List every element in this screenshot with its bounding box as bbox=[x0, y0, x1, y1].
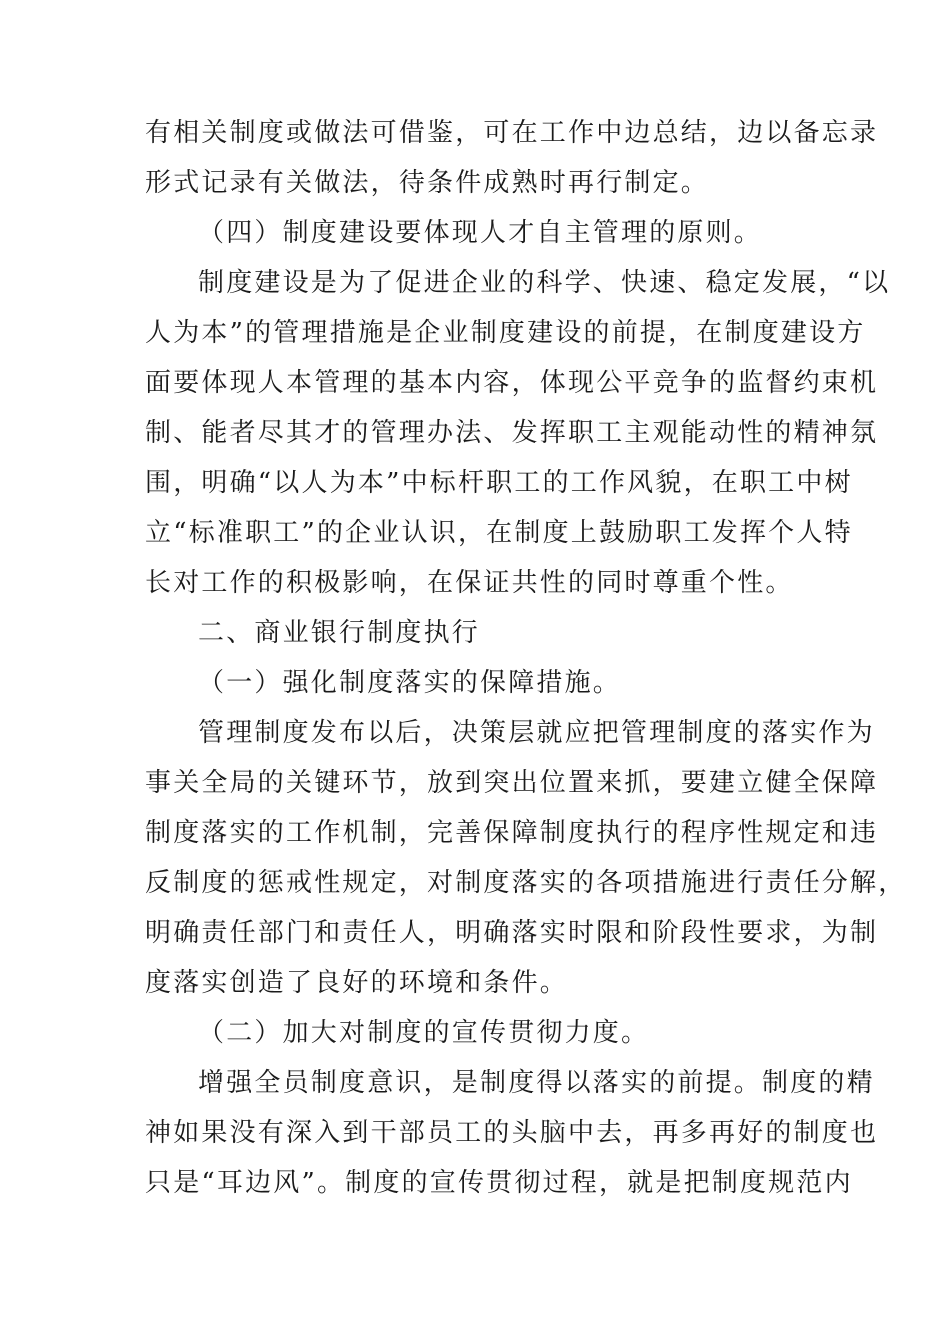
document-line: 面要体现人本管理的基本内容，体现公平竞争的监督约束机 bbox=[145, 368, 879, 398]
document-line: 围，明确“以人为本”中标杆职工的工作风貌，在职工中树 bbox=[145, 468, 853, 498]
document-line: 反制度的惩戒性规定，对制度落实的各项措施进行责任分解， bbox=[145, 868, 907, 898]
document-line: 度落实创造了良好的环境和条件。 bbox=[145, 968, 569, 998]
document-line: 长对工作的积极影响，在保证共性的同时尊重个性。 bbox=[145, 568, 794, 598]
document-line: 明确责任部门和责任人，明确落实时限和阶段性要求，为制 bbox=[145, 918, 879, 948]
document-line: 有相关制度或做法可借鉴，可在工作中边总结，边以备忘录 bbox=[145, 118, 879, 148]
document-line: 制度落实的工作机制，完善保障制度执行的程序性规定和违 bbox=[145, 818, 879, 848]
document-line: 管理制度发布以后，决策层就应把管理制度的落实作为 bbox=[198, 718, 875, 748]
document-line: 只是“耳边风”。制度的宣传贯彻过程，就是把制度规范内 bbox=[145, 1168, 853, 1198]
document-line: 神如果没有深入到干部员工的头脑中去，再多再好的制度也 bbox=[145, 1118, 879, 1148]
document-line: （二）加大对制度的宣传贯彻力度。 bbox=[198, 1018, 650, 1048]
document-line: 形式记录有关做法，待条件成熟时再行制定。 bbox=[145, 168, 710, 198]
document-line: 制、能者尽其才的管理办法、发挥职工主观能动性的精神氛 bbox=[145, 418, 879, 448]
document-line: 事关全局的关键环节，放到突出位置来抓，要建立健全保障 bbox=[145, 768, 879, 798]
document-line: （四）制度建设要体现人才自主管理的原则。 bbox=[198, 218, 763, 248]
document-line: 人为本”的管理措施是企业制度建设的前提，在制度建设方 bbox=[145, 318, 866, 348]
document-line: 立“标准职工”的企业认识，在制度上鼓励职工发挥个人特 bbox=[145, 518, 853, 548]
document-line: 二、商业银行制度执行 bbox=[198, 618, 481, 648]
document-body bbox=[145, 108, 907, 1208]
document-line: 制度建设是为了促进企业的科学、快速、稳定发展，“以 bbox=[198, 268, 891, 298]
document-line: （一）强化制度落实的保障措施。 bbox=[198, 668, 622, 698]
document-line: 增强全员制度意识，是制度得以落实的前提。制度的精 bbox=[198, 1068, 875, 1098]
